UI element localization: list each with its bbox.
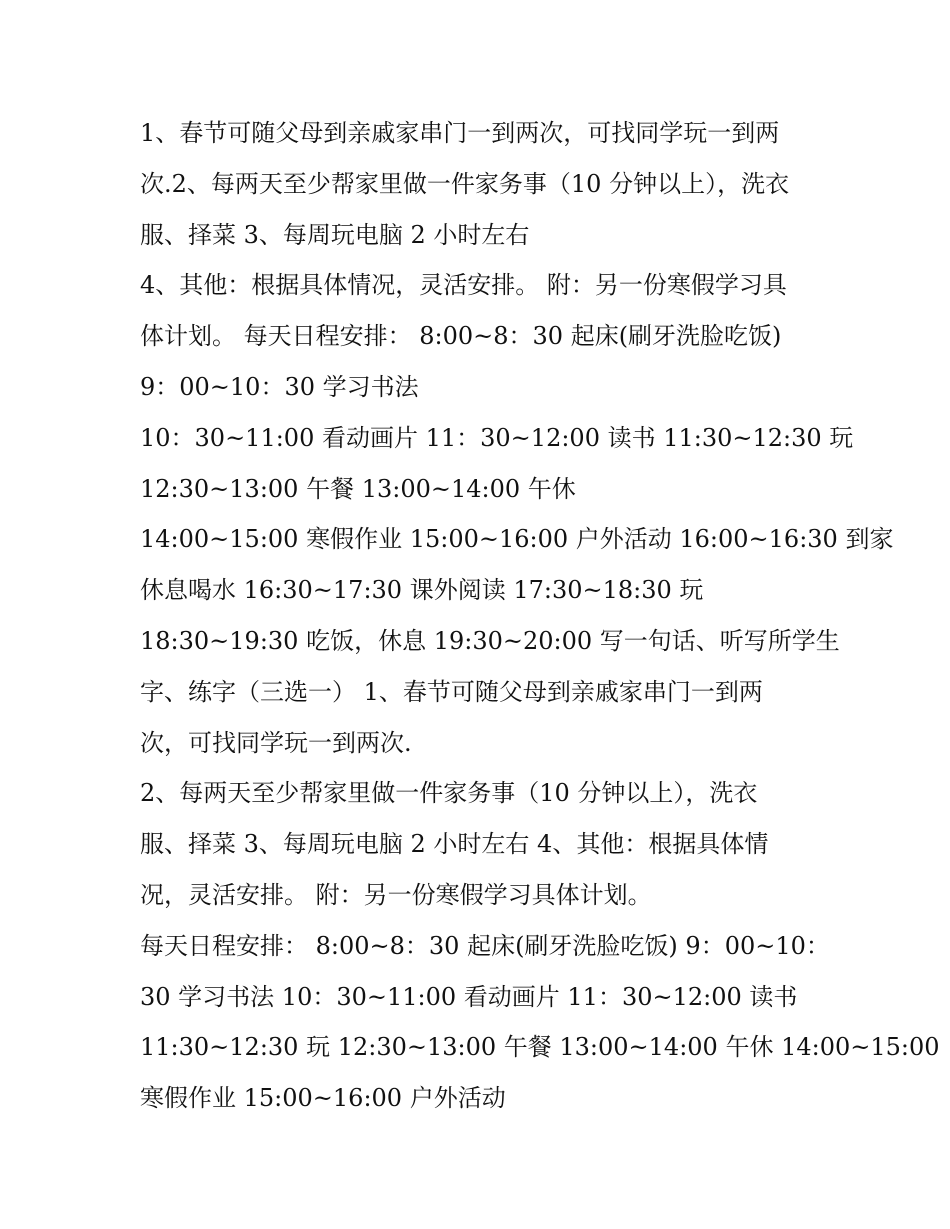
text-line: 服、择菜 3、每周玩电脑 2 小时左右 4、其他：根据具体情 [140, 830, 769, 859]
text-line: 寒假作业 15:00~16:00 户外活动 [140, 1084, 506, 1113]
text-line: 4、其他：根据具体情况，灵活安排。 附：另一份寒假学习具 [140, 271, 787, 300]
text-line: 次.2、每两天至少帮家里做一件家务事（10 分钟以上），洗衣 [140, 169, 790, 198]
text-line: 休息喝水 16:30~17:30 课外阅读 17:30~18:30 玩 [140, 576, 704, 605]
text-line: 服、择菜 3、每周玩电脑 2 小时左右 [140, 220, 530, 249]
text-line: 9：00~10：30 学习书法 [140, 372, 419, 401]
text-line: 12:30~13:00 午餐 13:00~14:00 午休 [140, 474, 576, 503]
text-line: 10：30~11:00 看动画片 11：30~12:00 读书 11:30~12:30 玩 [140, 423, 854, 452]
text-line: 11:30~12:30 玩 12:30~13:00 午餐 13:00~14:00 午休 14:00~15:00 [140, 1033, 940, 1062]
text-line: 30 学习书法 10：30~11:00 看动画片 11：30~12:00 读书 [140, 982, 798, 1011]
text-line: 字、练字（三选一） 1、春节可随父母到亲戚家串门一到两 [140, 677, 763, 706]
text-line: 次，可找同学玩一到两次. [140, 728, 412, 757]
text-line: 1、春节可随父母到亲戚家串门一到两次，可找同学玩一到两 [140, 119, 780, 147]
text-line: 体计划。 每天日程安排： 8:00~8：30 起床(刷牙洗脸吃饭) [140, 322, 782, 351]
text-line: 每天日程安排： 8:00~8：30 起床(刷牙洗脸吃饭) 9：00~10： [140, 931, 830, 960]
text-line: 18:30~19:30 吃饭，休息 19:30~20:00 写一句话、听写所学生 [140, 626, 840, 655]
text-line: 况，灵活安排。 附：另一份寒假学习具体计划。 [140, 880, 652, 909]
text-line: 14:00~15:00 寒假作业 15:00~16:00 户外活动 16:00~16:30 到家 [140, 525, 894, 554]
text-line: 2、每两天至少帮家里做一件家务事（10 分钟以上），洗衣 [140, 779, 758, 808]
document-body [140, 108, 940, 1124]
